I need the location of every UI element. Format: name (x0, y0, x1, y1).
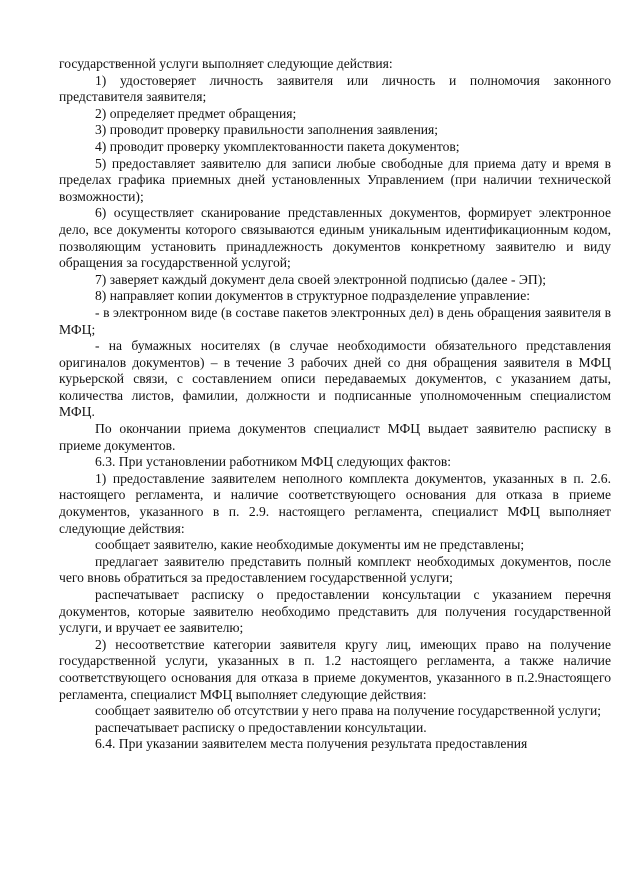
paragraph-6-3-item-1: 1) предоставление заявителем неполного комплекта документов, указанных в п. 2.6. настоящего регламента, и наличие соответствующего основания для отказа в приеме документов, указанного в п. 2.9. настоящего регламента, специалист МФЦ выполняет следующие действия: (59, 470, 611, 536)
paragraph-section-6-3: 6.3. При установлении работником МФЦ следующих фактов: (95, 454, 452, 470)
paragraph-item-6: 6) осуществляет сканирование представленных документов, формирует электронное дело, все документы которого связываются единым уникальным идентификационным кодом, позволяющим установить принадлежность документов конкретному заявителю и виду обращения за государственной услугой; (59, 205, 611, 271)
paragraph-informs: сообщает заявителю, какие необходимые документы им не представлены; (95, 537, 525, 553)
paragraph-item-7: 7) заверяет каждый документ дела своей электронной подписью (далее - ЭП); (95, 271, 547, 287)
paragraph-item-2: 2) определяет предмет обращения; (95, 105, 297, 121)
paragraph-electronic: - в электронном виде (в составе пакетов электронных дел) в день обращения заявителя в МФЦ; (59, 304, 611, 337)
paragraph-item-5: 5) предоставляет заявителю для записи любые свободные для приема дату и время в пределах графика приемных дней установленных Управлением (при наличии технической возможности); (59, 155, 611, 204)
paragraph-section-6-4: 6.4. При указании заявителем места получения результата предоставления (95, 736, 528, 752)
paragraph-offers: предлагает заявителю представить полный комплект необходимых документов, после чего вновь обратиться за предоставлением государственной услуги; (59, 553, 611, 586)
paragraph-item-8: 8) направляет копии документов в структурное подразделение управление: (95, 288, 531, 304)
paragraph-prints-receipt: распечатывает расписку о предоставлении консультации с указанием перечня документов, которые заявителю необходимо представить для получения государственной услуги, и вручает ее заявителю; (59, 587, 611, 636)
paragraph-paper: - на бумажных носителях (в случае необходимости обязательного представления оригиналов документов) – в течение 3 рабочих дней со дня обращения заявителя в МФЦ курьерской связи, с составлением описи передаваемых документов, с указанием даты, количества листов, фамилии, должности и подписанные уполномоченным специалистом МФЦ. (59, 338, 611, 420)
paragraph-6-3-item-2: 2) несоответствие категории заявителя кругу лиц, имеющих право на получение государственной услуги, указанных в п. 1.2 настоящего регламента, а также наличие соответствующего основания для отказа в приеме документов, указанного в п.2.9настоящего регламента, специалист МФЦ выполняет следующие действия: (59, 636, 611, 702)
paragraph-intro: государственной услуги выполняет следующие действия: (59, 56, 393, 71)
paragraph-consultation: распечатывает расписку о предоставлении консультации. (95, 719, 427, 735)
paragraph-no-right: сообщает заявителю об отсутствии у него права на получение государственной услуги; (95, 703, 602, 719)
paragraph-item-1: 1) удостоверяет личность заявителя или личность и полномочия законного представителя заявителя; (59, 72, 611, 105)
paragraph-item-3: 3) проводит проверку правильности заполнения заявления; (95, 122, 439, 138)
document-page (59, 56, 611, 753)
paragraph-item-4: 4) проводит проверку укомплектованности пакета документов; (95, 138, 460, 154)
paragraph-receipt: По окончании приема документов специалист МФЦ выдает заявителю расписку в приеме документов. (59, 421, 611, 453)
